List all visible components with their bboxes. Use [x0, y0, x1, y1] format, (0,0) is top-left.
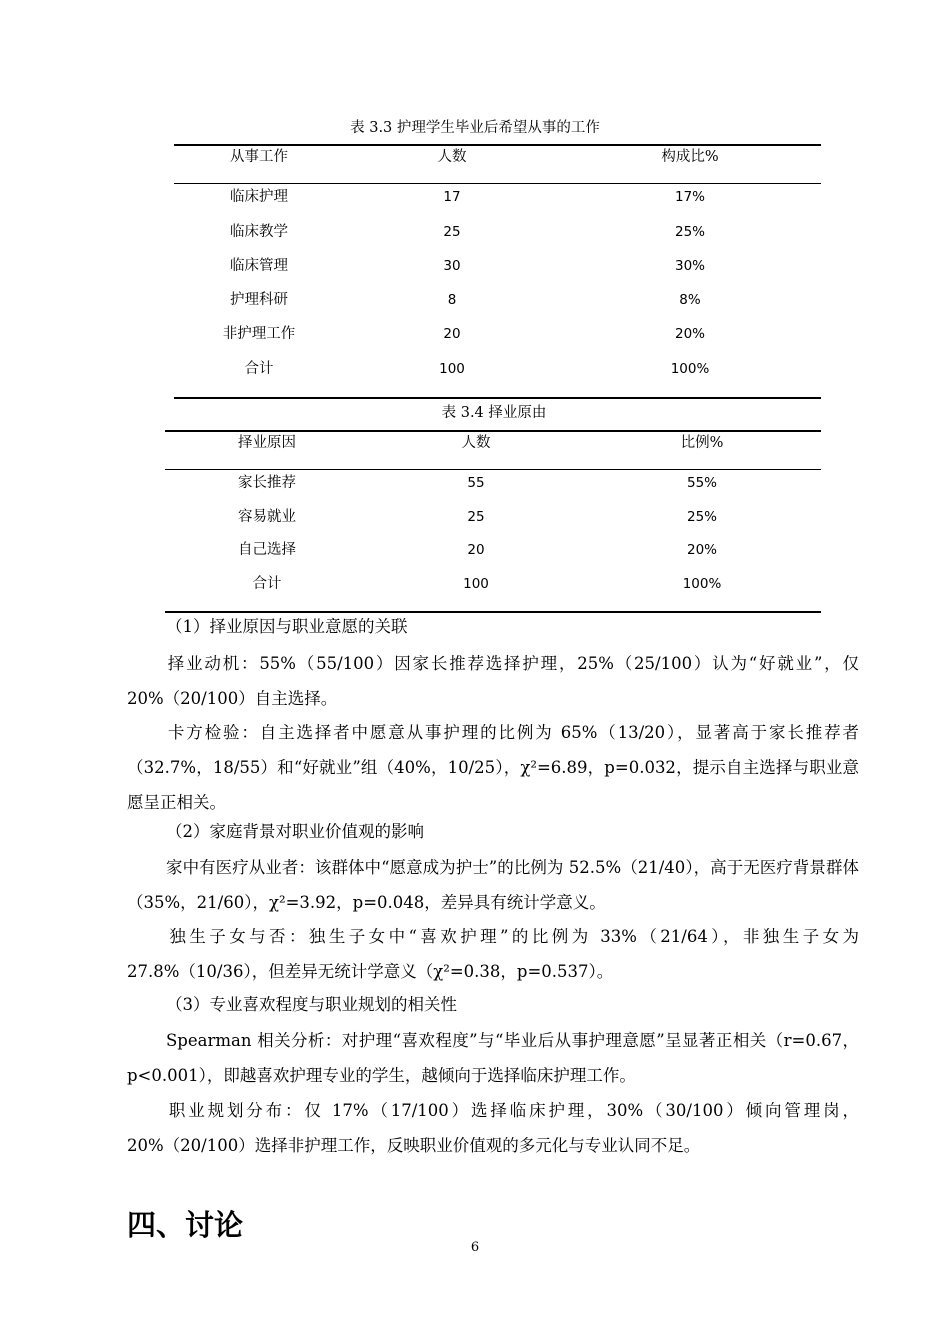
section-3-paragraph — [127, 1093, 859, 1163]
table-cell: 临床管理 — [230, 258, 288, 274]
table-3-3-header-rule — [174, 183, 821, 184]
table-cell: 合计 — [252, 576, 282, 592]
table-cell: 100 — [463, 576, 489, 592]
table-cell: 临床护理 — [230, 189, 288, 205]
table-3-3-header-ratio: 构成比% — [661, 149, 719, 165]
table-cell: 25% — [686, 509, 718, 525]
section-2-paragraph — [127, 919, 859, 989]
table-3-3-caption: 表 3.3 护理学生毕业后希望从事的工作 — [350, 120, 600, 136]
paragraph-text: 职业规划分布：仅 17%（17/100）选择临床护理，30%（30/100）倾向管理岗，20%（20/100）选择非护理工作，反映职业价值观的多元化与专业认同不足。 — [127, 1101, 859, 1155]
section-1-paragraph — [127, 715, 859, 820]
table-cell: 55% — [686, 475, 718, 491]
paragraph-text: 家中有医疗从业者：该群体中“愿意成为护士”的比例为 52.5%（21/40），高于无医疗背景群体（35%，21/60），χ²=3.92，p=0.048，差异具有统计学意义。 — [127, 858, 859, 912]
table-cell: 25% — [674, 224, 706, 240]
section-3-paragraph — [127, 1023, 859, 1093]
section-2-paragraph — [127, 850, 859, 920]
table-3-4-header-reason: 择业原因 — [238, 435, 296, 451]
section-1-paragraph — [127, 646, 859, 716]
section-1-title: （1）择业原因与职业意愿的关联 — [166, 617, 408, 636]
table-cell: 护理科研 — [230, 292, 288, 308]
table-cell: 17 — [443, 189, 461, 205]
table-3-4-caption: 表 3.4 择业原由 — [441, 405, 547, 421]
page-number: 6 — [470, 1240, 480, 1255]
table-cell: 20 — [467, 542, 485, 558]
paragraph-text: 择业动机：55%（55/100）因家长推荐选择护理，25%（25/100）认为“好就业”，仅 20%（20/100）自主选择。 — [127, 654, 859, 708]
table-cell: 合计 — [244, 361, 274, 377]
paragraph-text: 卡方检验：自主选择者中愿意从事护理的比例为 65%（13/20），显著高于家长推荐者（32.7%，18/55）和“好就业”组（40%，10/25），χ²=6.89，p=0.032，提示自主选择与职业意愿呈正相关。 — [127, 723, 859, 812]
table-3-3-header-count: 人数 — [437, 149, 467, 165]
table-cell: 30% — [674, 258, 706, 274]
table-3-3-bottom-rule — [174, 397, 821, 399]
table-cell: 20% — [686, 542, 718, 558]
table-cell: 100% — [682, 576, 722, 592]
table-cell: 25 — [443, 224, 461, 240]
paragraph-text: Spearman 相关分析：对护理“喜欢程度”与“毕业后从事护理意愿”呈显著正相关（r=0.67，p<0.001），即越喜欢护理专业的学生，越倾向于选择临床护理工作。 — [127, 1031, 859, 1085]
table-3-4-header-rule — [165, 469, 821, 470]
paragraph-text: 独生子女与否：独生子女中“喜欢护理”的比例为 33%（21/64），非独生子女为 27.8%（10/36），但差异无统计学意义（χ²=0.38，p=0.537）。 — [127, 927, 859, 981]
table-cell: 20 — [443, 326, 461, 342]
section-3-title: （3）专业喜欢程度与职业规划的相关性 — [166, 995, 457, 1014]
table-cell: 非护理工作 — [222, 326, 296, 342]
table-cell: 20% — [674, 326, 706, 342]
table-cell: 临床教学 — [230, 224, 288, 240]
table-cell: 自己选择 — [238, 542, 296, 558]
table-cell: 100% — [670, 361, 710, 377]
table-cell: 8 — [447, 292, 457, 308]
table-cell: 55 — [467, 475, 485, 491]
table-cell: 30 — [443, 258, 461, 274]
table-cell: 家长推荐 — [238, 475, 296, 491]
table-cell: 100 — [439, 361, 465, 377]
section-2-title: （2）家庭背景对职业价值观的影响 — [166, 822, 424, 841]
chapter-heading: 四、讨论 — [127, 1208, 244, 1242]
table-3-3-top-rule — [174, 144, 821, 146]
table-cell: 容易就业 — [238, 509, 296, 525]
table-3-3-header-job: 从事工作 — [230, 149, 288, 165]
table-cell: 17% — [674, 189, 706, 205]
table-3-4-header-ratio: 比例% — [680, 435, 724, 451]
table-3-4-top-rule — [165, 430, 821, 432]
table-cell: 25 — [467, 509, 485, 525]
table-cell: 8% — [679, 292, 701, 308]
table-3-4-header-count: 人数 — [461, 435, 491, 451]
